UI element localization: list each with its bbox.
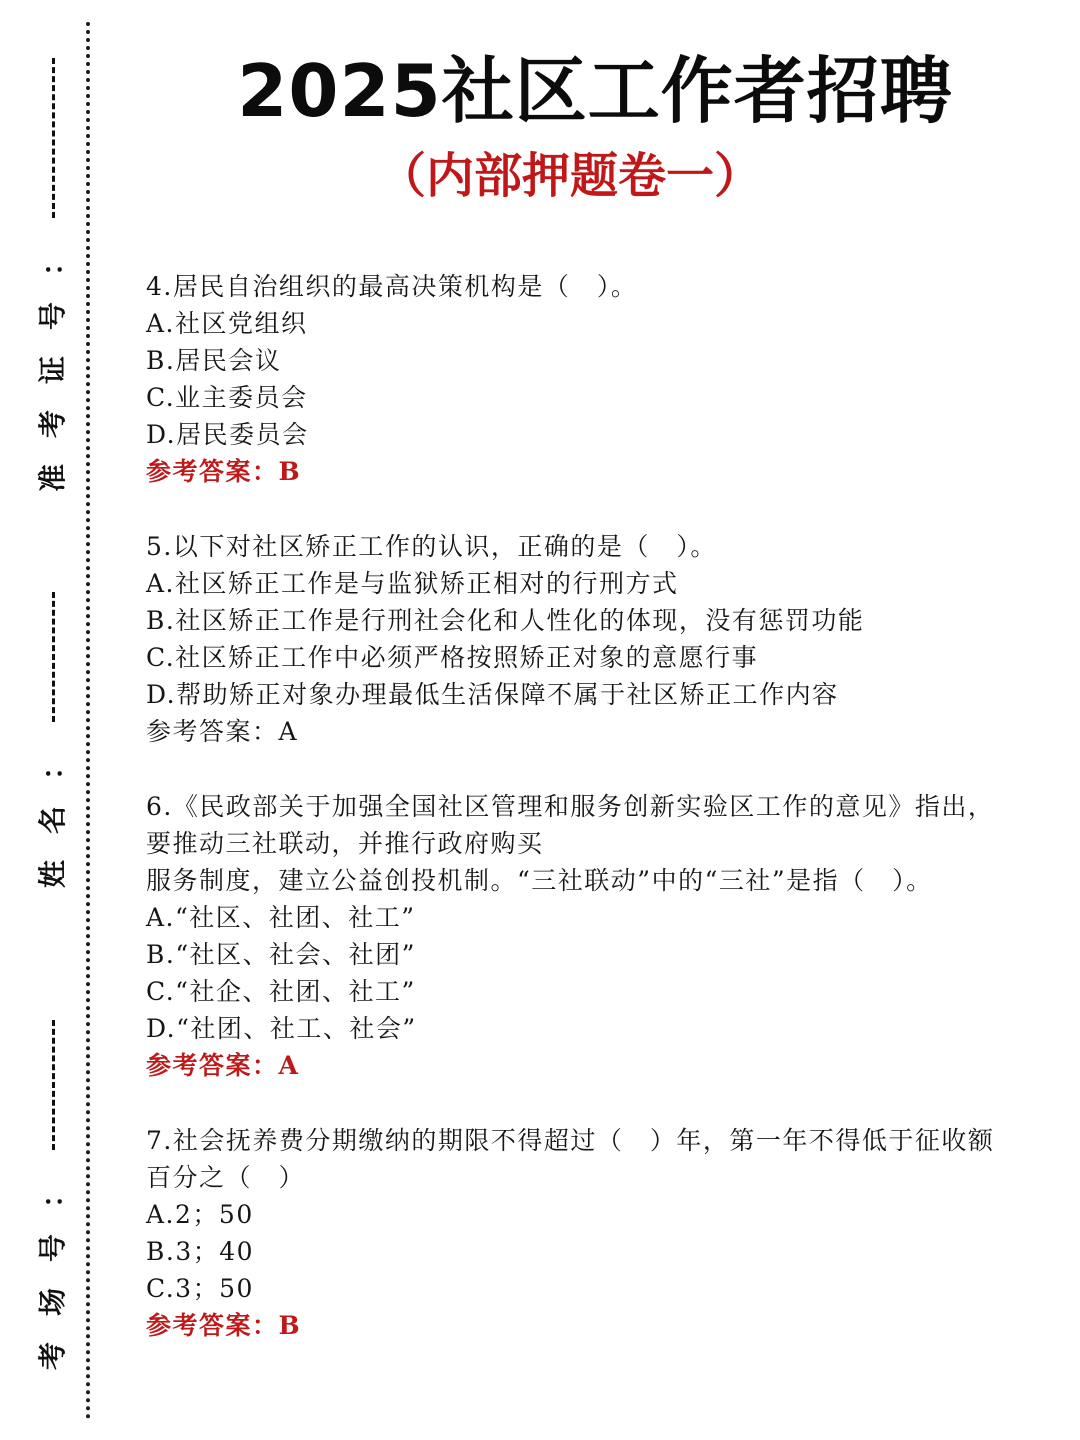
option-c: C.“社企、社团、社工” xyxy=(146,977,416,1006)
binding-dotted-line xyxy=(86,22,90,1420)
room-field xyxy=(31,1020,71,1370)
question-4 xyxy=(146,268,1046,490)
question-stem-line-1: 7.社会抚养费分期缴纳的期限不得超过（ ）年，第一年不得低于征收额 xyxy=(146,1126,995,1155)
option-a: A.社区党组织 xyxy=(146,309,308,338)
question-5 xyxy=(146,528,1046,750)
exam-id-field xyxy=(31,58,71,492)
option-b: B.居民会议 xyxy=(146,346,282,375)
option-c: C.3；50 xyxy=(146,1274,254,1303)
reference-answer: 参考答案：A xyxy=(146,717,299,746)
option-d: D.居民委员会 xyxy=(146,420,309,449)
option-b: B.3；40 xyxy=(146,1237,255,1266)
name-blank[interactable] xyxy=(52,592,55,722)
question-stem: 5.以下对社区矫正工作的认识，正确的是（ ）。 xyxy=(146,532,717,561)
exam-id-label: 准考证号： xyxy=(36,221,69,493)
option-b: B.社区矫正工作是行刑社会化和人性化的体现，没有惩罚功能 xyxy=(146,606,865,635)
question-stem-line-2: 百分之（ ） xyxy=(146,1163,306,1192)
option-a: A.“社区、社团、社工” xyxy=(146,903,416,932)
reference-answer: 参考答案：B xyxy=(146,457,302,486)
name-label: 姓名： xyxy=(36,725,69,889)
question-stem-line-2: 要推动三社联动，并推行政府购买 xyxy=(146,829,544,858)
option-a: A.社区矫正工作是与监狱矫正相对的行刑方式 xyxy=(146,569,679,598)
question-stem-line-3: 服务制度，建立公益创投机制。“三社联动”中的“三社”是指（ ）。 xyxy=(146,866,933,895)
reference-answer: 参考答案：B xyxy=(146,1311,302,1340)
page-subtitle: （内部押题卷一） xyxy=(377,148,762,204)
option-d: D.帮助矫正对象办理最低生活保障不属于社区矫正工作内容 xyxy=(146,680,839,709)
question-stem: 4.居民自治组织的最高决策机构是（ ）。 xyxy=(146,272,638,301)
option-d: D.“社团、社工、社会” xyxy=(146,1014,417,1043)
option-a: A.2；50 xyxy=(146,1200,254,1229)
question-stem-line-1: 6.《民政部关于加强全国社区管理和服务创新实验区工作的意见》指出， xyxy=(146,792,995,821)
question-list xyxy=(146,268,1046,1382)
room-blank[interactable] xyxy=(52,1020,55,1150)
name-field xyxy=(31,592,71,888)
reference-answer: 参考答案：A xyxy=(146,1051,300,1080)
question-6 xyxy=(146,788,1046,1084)
room-label: 考场号： xyxy=(36,1153,69,1371)
option-c: C.社区矫正工作中必须严格按照矫正对象的意愿行事 xyxy=(146,643,759,672)
question-7 xyxy=(146,1122,1046,1344)
option-b: B.“社区、社会、社团” xyxy=(146,940,416,969)
option-c: C.业主委员会 xyxy=(146,383,308,412)
page-title: 2025社区工作者招聘 xyxy=(237,49,953,133)
exam-id-blank[interactable] xyxy=(52,58,55,218)
